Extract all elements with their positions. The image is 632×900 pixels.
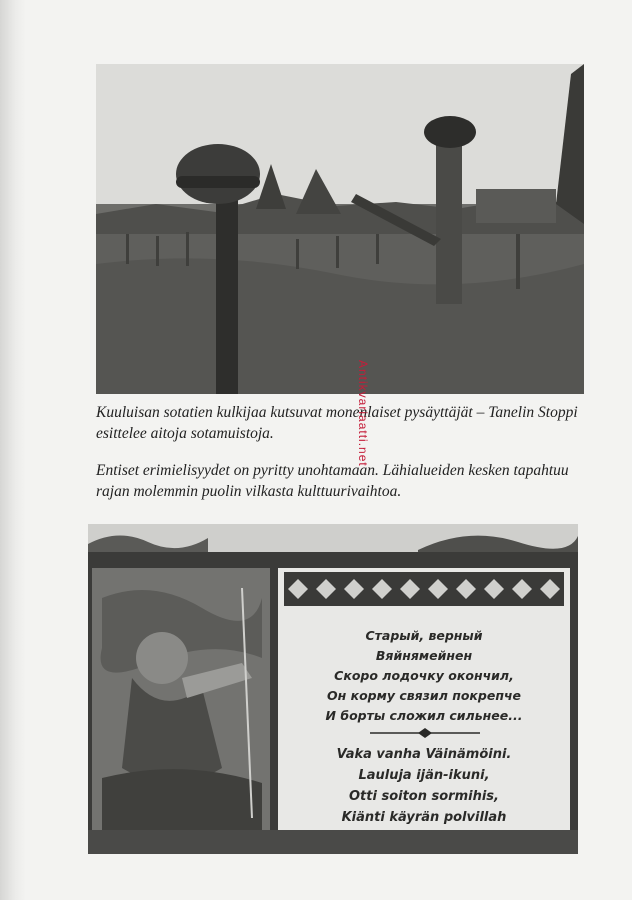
verse-line: Скоро лодочку окончил, [334, 668, 514, 683]
verse-line: Старый, верный [365, 628, 483, 643]
verse-line: Вяйнямейнен [375, 648, 473, 663]
watermark-text: Antikvariaatti.net [356, 360, 370, 467]
verse-line: Он корму связил покрепче [326, 688, 522, 703]
page-edge-shadow [0, 0, 26, 900]
poem-sign-photo [88, 524, 578, 854]
vainamoinen-painting [92, 568, 270, 830]
verse-line: Lauluja ijän-ikuni, [358, 768, 490, 783]
sign-frame [88, 830, 578, 854]
ornament-divider [370, 728, 480, 738]
verse-line: Kiänti käyrän polvillah [341, 810, 507, 825]
finnish-verse [284, 744, 564, 828]
body-paragraph: Entiset erimielisyydet on pyritty unohtamaan. Lähialueiden kesken tapahtuu rajan molemmin puolin vilkasta kulttuurivaihtoa. [96, 462, 569, 500]
verse-line: Vaka vanha Väinämöini. [336, 747, 512, 762]
poem-panel [278, 568, 570, 830]
ornament-band [284, 572, 564, 606]
verse-line: И борты сложил сильнее... [325, 708, 523, 723]
russian-verse [284, 626, 564, 726]
photo-caption: Kuuluisan sotatien kulkijaa kutsuvat monenlaiset pysäyttäjät – Tanelin Stoppi esittelee aitoja sotamuistoja. [96, 404, 578, 442]
war-memorial-photo [96, 64, 584, 394]
verse-line: Otti soiton sormihis, [349, 789, 499, 804]
